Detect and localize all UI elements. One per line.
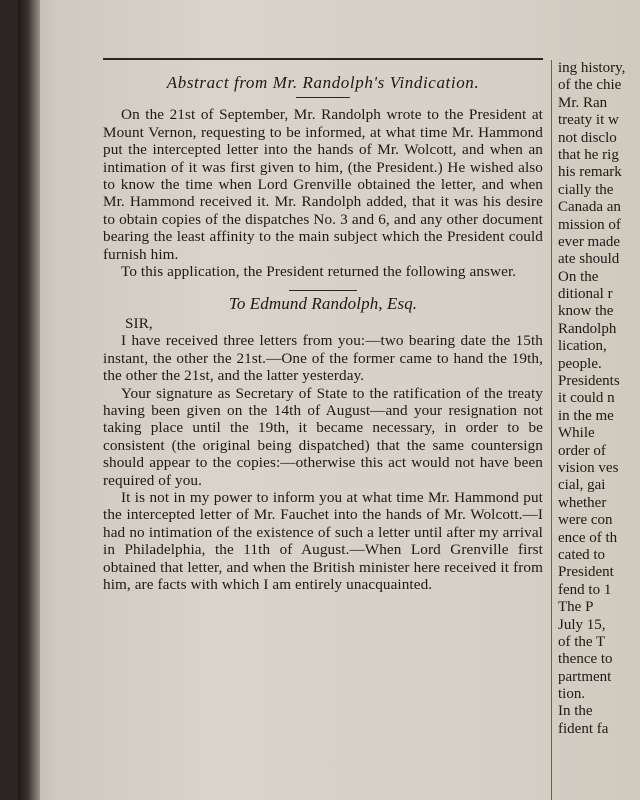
section-rule xyxy=(289,290,357,291)
right-column-line: not disclo xyxy=(558,129,617,146)
right-column-line: in the me xyxy=(558,407,614,424)
right-column-line: While xyxy=(558,425,595,442)
letter-heading: To Edmund Randolph, Esq. xyxy=(228,294,418,314)
right-column-line: were con xyxy=(558,512,613,529)
right-column-line: his remark xyxy=(558,164,622,181)
heading-rule xyxy=(296,97,350,98)
right-column-line: Mr. Ran xyxy=(558,94,608,111)
right-column-line: ever made xyxy=(558,233,621,250)
right-column-line: fident fa xyxy=(558,720,609,737)
right-column-line: ing history, xyxy=(558,60,626,76)
right-column-line: On the xyxy=(558,268,599,285)
right-column-line: Canada an xyxy=(558,199,621,216)
letter-paragraph: Your signature as Secretary of State to the ratification of the treaty having been given on the 14th of August—and your resignation not taking place until the 19th, it became necessary, in order to be consistent (the original being dispatched) that the same countersign should appear to the copies:—otherwise this act would not have been required of you. xyxy=(103,384,543,489)
letter-paragraph: I have received three letters from you:—two bearing date the 15th instant, the other the 21st.—One of the former came to hand the 19th, the other the 21st, and the latter yesterday. xyxy=(103,332,543,385)
right-column-line: it could n xyxy=(558,390,615,407)
right-column-line: ate should xyxy=(558,251,620,268)
right-column-line: ence of th xyxy=(558,529,618,546)
right-column-line: cial, gai xyxy=(558,477,606,494)
article-paragraph: To this application, the President returned the following answer. xyxy=(121,263,517,281)
column-divider xyxy=(551,60,552,800)
article-paragraph: On the 21st of September, Mr. Randolph wrote to the President at Mount Vernon, requesting to be informed, at what time Mr. Hammond put the intercepted letter into the hands of Mr. Wolcott, and when an intimation of it was first given to him, (the President.) He wished also to know the time when Lord Grenville obtained the letter, and when Mr. Hammond received it. Mr. Randolph added, that it was his desire to obtain copies of the dispatches No. 3 and 6, and any other document bearing the least affinity to the main subject which the President could furnish him. xyxy=(103,106,543,263)
right-column-line: thence to xyxy=(558,651,613,668)
page-edge-shadow xyxy=(18,0,40,800)
right-column-line: Presidents xyxy=(558,373,620,390)
right-column-line: know the xyxy=(558,303,614,320)
right-column-line: The P xyxy=(558,599,594,616)
right-column-line: Randolph xyxy=(558,320,617,337)
right-column-line: partment xyxy=(558,668,612,685)
right-column-line: mission of xyxy=(558,216,621,233)
right-column-line: cated to xyxy=(558,546,606,563)
right-column-line: ditional r xyxy=(558,286,613,303)
letter-paragraph: It is not in my power to inform you at what time Mr. Hammond put the intercepted letter of Mr. Fauchet into the hands of Mr. Wolcott.—I had no intimation of the existence of such a letter until after my arrival in Philadelphia, the 11th of August.—When Lord Grenville first obtained that letter, and when the British minister here received it from him, are facts with which I am entirely unacquainted. xyxy=(103,488,543,593)
right-column-line: President xyxy=(558,564,614,581)
right-column-line: In the xyxy=(558,703,593,720)
right-column-line: of the T xyxy=(558,633,606,650)
right-column-line: fend to 1 xyxy=(558,581,612,598)
right-column-fragment xyxy=(558,60,640,738)
right-column-line: people. xyxy=(558,355,602,372)
right-column-line: lication, xyxy=(558,338,607,355)
main-column xyxy=(103,50,543,593)
letter-salutation: SIR, xyxy=(125,314,153,332)
right-column-line: order of xyxy=(558,442,606,459)
right-column-line: that he rig xyxy=(558,146,619,163)
right-column-line: vision ves xyxy=(558,459,619,476)
right-column-line: of the chie xyxy=(558,77,622,94)
right-column-line: tion. xyxy=(558,686,586,703)
right-column-line: cially the xyxy=(558,181,614,198)
right-column-line: July 15, xyxy=(558,616,606,633)
right-column-line: whether xyxy=(558,494,607,511)
article-heading: Abstract from Mr. Randolph's Vindication. xyxy=(166,73,480,92)
right-column-line: treaty it w xyxy=(558,112,619,129)
top-rule xyxy=(103,58,543,70)
